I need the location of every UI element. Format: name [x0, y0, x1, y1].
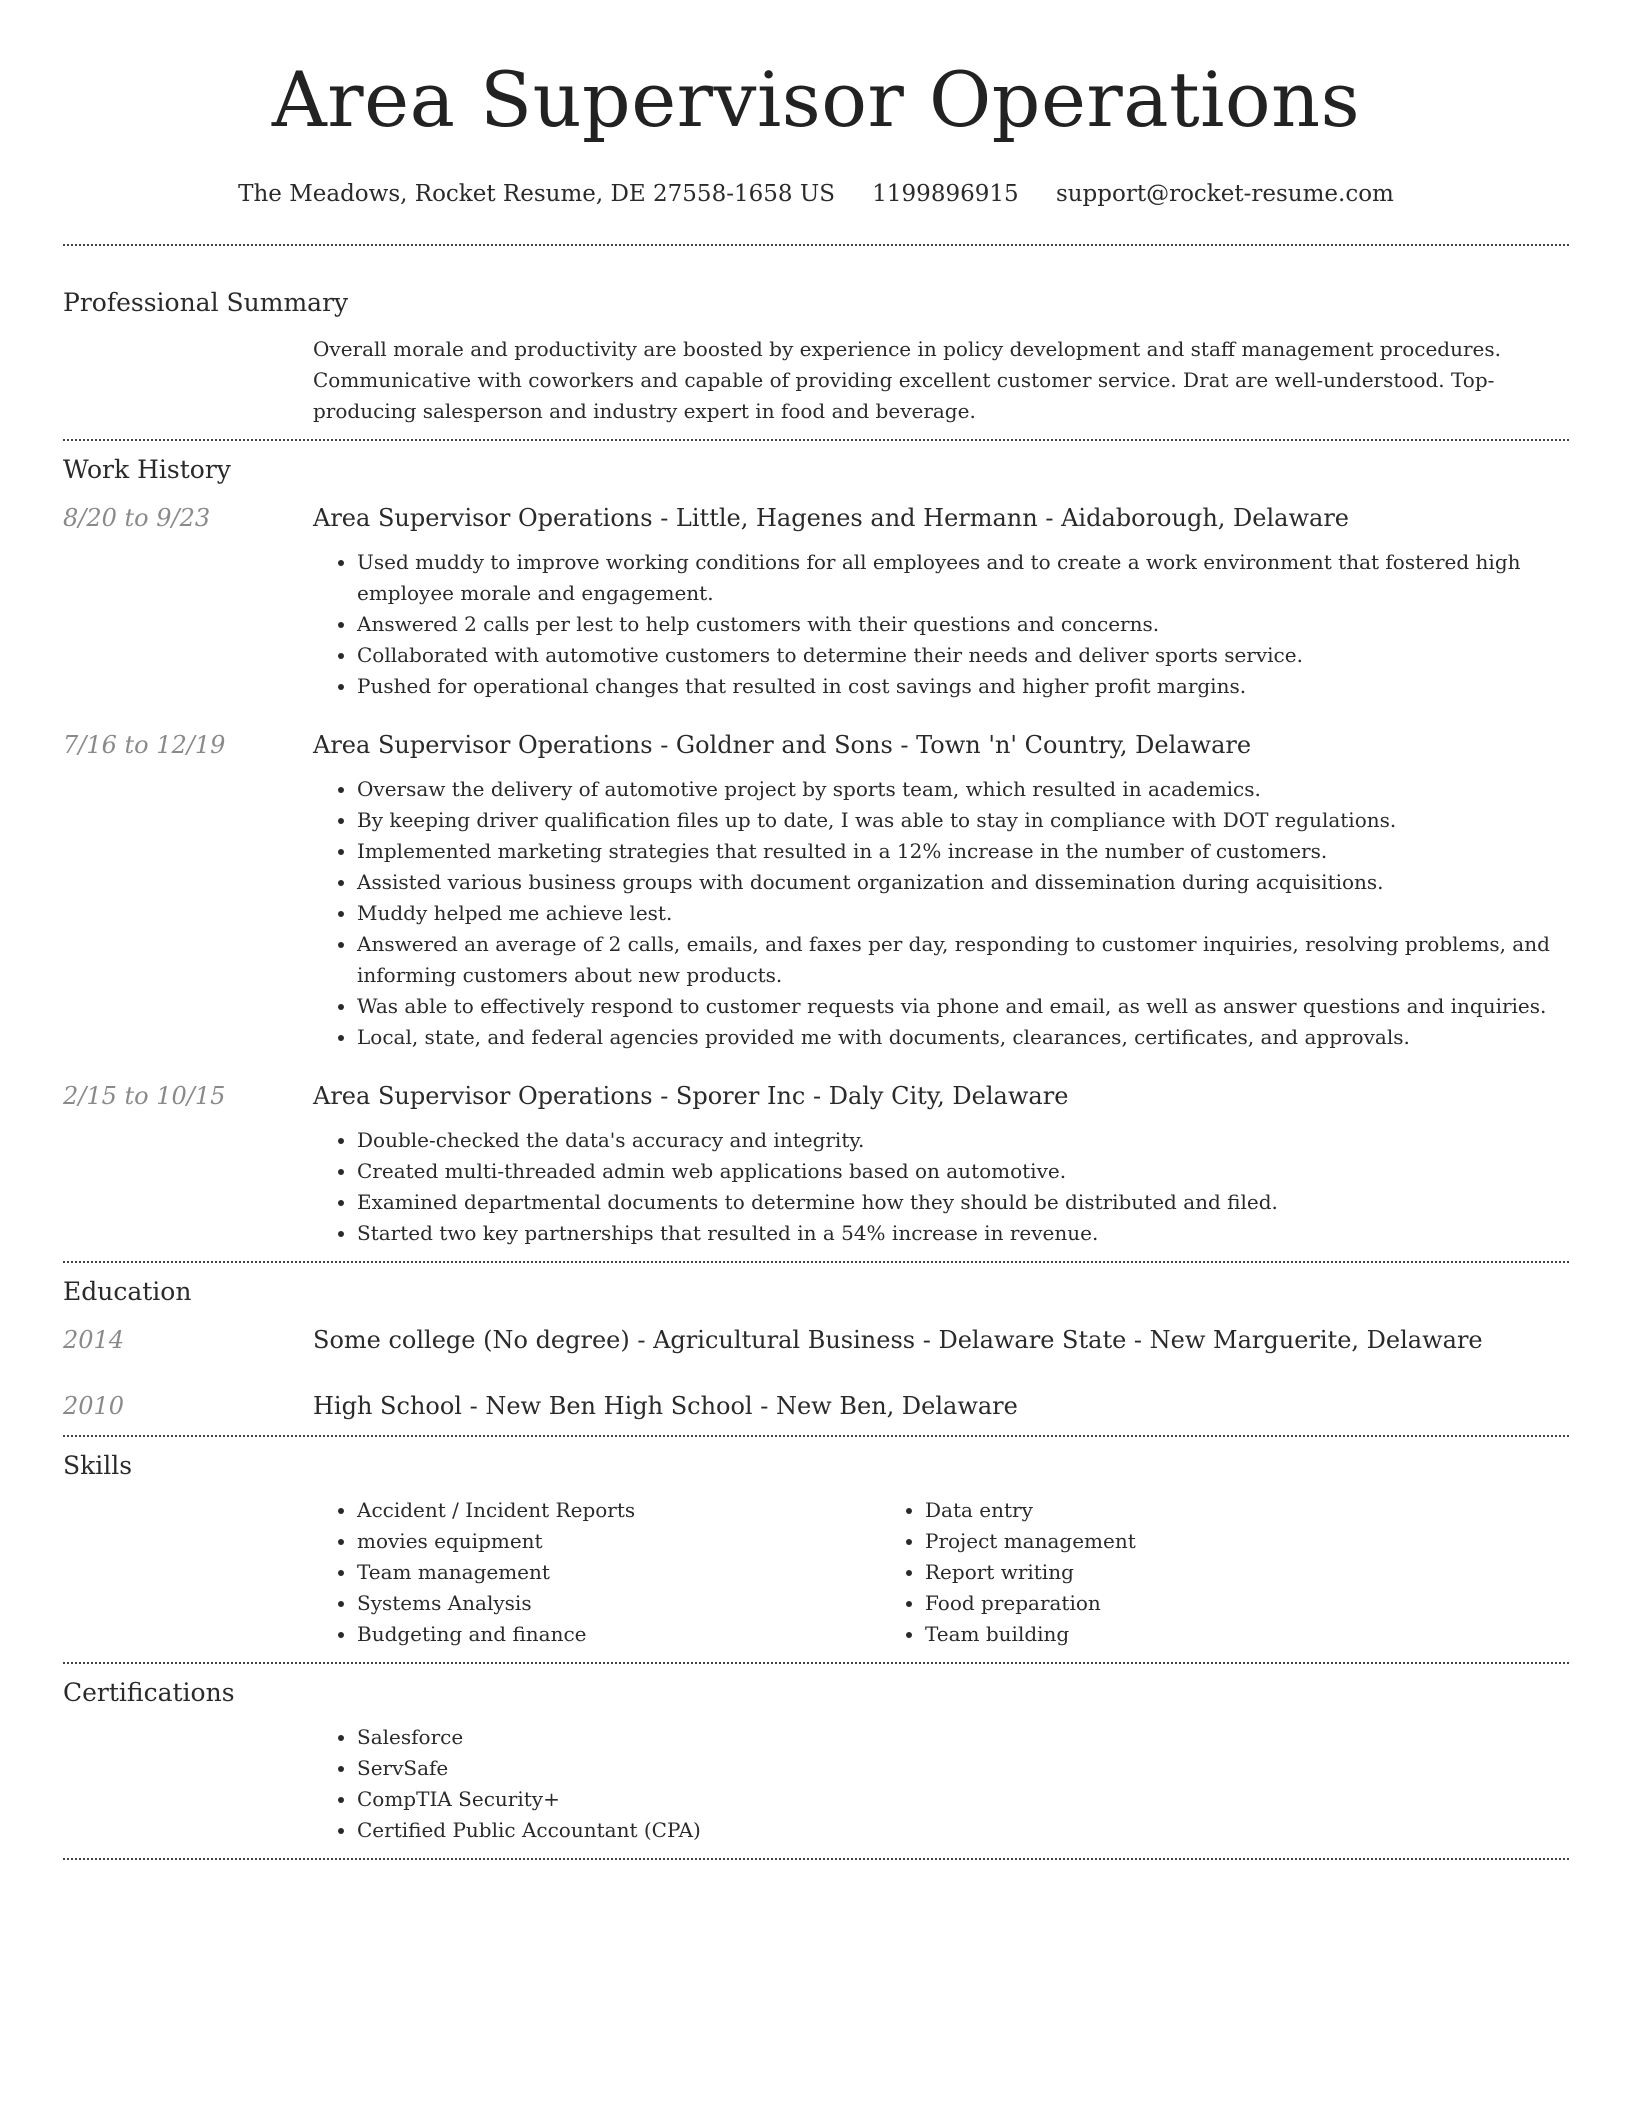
list-item: • Collaborated with automotive customers to determine their needs and deliver sports service. — [357, 640, 1569, 671]
summary-text: Overall morale and productivity are boosted by experience in policy development and staff management procedures. Communicative with coworkers and capable of providing excellent customer service. Drat are well-understood. Top-producing salesperson and industry expert in food and beverage. — [313, 337, 1501, 423]
email: support@rocket-resume.com — [1055, 181, 1394, 207]
section-title: Education — [63, 1277, 192, 1306]
candidate-name: Area Supervisor Operations — [271, 55, 1361, 144]
skill-item: • Budgeting and finance — [357, 1619, 881, 1650]
job-entry — [63, 728, 1569, 1053]
list-item: • Double-checked the data's accuracy and integrity. — [357, 1125, 1569, 1156]
resume-header — [63, 0, 1569, 210]
list-item: • By keeping driver qualification files up to date, I was able to stay in compliance with DOT regulations. — [357, 805, 1569, 836]
job-dates: 7/16 to 12/19 — [63, 731, 226, 759]
education-entry — [63, 1323, 1569, 1357]
job-heading: Area Supervisor Operations — [313, 731, 653, 759]
list-item: • Examined departmental documents to determine how they should be distributed and filed. — [357, 1187, 1569, 1218]
education-year: 2010 — [63, 1392, 125, 1420]
job-bullets — [313, 1125, 1569, 1249]
certification-item: • ServSafe — [357, 1753, 1569, 1784]
section-title: Certifications — [63, 1678, 235, 1707]
education-text — [313, 1389, 1569, 1423]
skill-item: • Team management — [357, 1557, 881, 1588]
list-item: • Pushed for operational changes that resulted in cost savings and higher profit margins. — [357, 671, 1569, 702]
skill-item: • Data entry — [925, 1495, 1449, 1526]
job-dates: 8/20 to 9/23 — [63, 504, 211, 532]
work-history-section — [63, 441, 1569, 1261]
education-year: 2014 — [63, 1326, 125, 1354]
list-item: • Assisted various business groups with document organization and dissemination during acquisitions. — [357, 867, 1569, 898]
job-company: - Goldner and Sons - Town 'n' Country, Delaware — [652, 731, 1252, 759]
job-title — [313, 501, 1569, 535]
education-school: - New Ben High School - New Ben, Delaware — [461, 1392, 1018, 1420]
skill-item: • Accident / Incident Reports — [357, 1495, 881, 1526]
job-entry — [63, 1079, 1569, 1249]
skills-section — [63, 1437, 1569, 1662]
certification-item: • CompTIA Security+ — [357, 1784, 1569, 1815]
education-degree: High School — [313, 1392, 462, 1420]
skill-item: • Report writing — [925, 1557, 1449, 1588]
skill-item: • movies equipment — [357, 1526, 881, 1557]
education-section — [63, 1263, 1569, 1435]
education-entry — [63, 1389, 1569, 1423]
divider — [63, 1858, 1569, 1860]
phone: 1199896915 — [872, 181, 1019, 207]
skills-list-right — [881, 1495, 1449, 1650]
skill-item: • Project management — [925, 1526, 1449, 1557]
section-title: Professional Summary — [63, 288, 349, 317]
list-item: • Implemented marketing strategies that resulted in a 12% increase in the number of customers. — [357, 836, 1569, 867]
education-text — [313, 1323, 1569, 1357]
summary-section — [63, 246, 1569, 439]
job-title — [313, 1079, 1569, 1113]
list-item: • Started two key partnerships that resulted in a 54% increase in revenue. — [357, 1218, 1569, 1249]
skill-item: • Food preparation — [925, 1588, 1449, 1619]
job-heading: Area Supervisor Operations — [313, 1082, 653, 1110]
job-company: - Little, Hagenes and Hermann - Aidaborough, Delaware — [652, 504, 1349, 532]
job-bullets — [313, 547, 1569, 702]
skills-list-left — [313, 1495, 881, 1650]
skill-item: • Team building — [925, 1619, 1449, 1650]
list-item: • Created multi-threaded admin web applications based on automotive. — [357, 1156, 1569, 1187]
job-entry — [63, 501, 1569, 702]
job-heading: Area Supervisor Operations — [313, 504, 653, 532]
job-title — [313, 728, 1569, 762]
education-school: - Delaware State - New Marguerite, Delaware — [915, 1326, 1483, 1354]
list-item: • Was able to effectively respond to customer requests via phone and email, as well as answer questions and inquiries. — [357, 991, 1569, 1022]
list-item: • Oversaw the delivery of automotive project by sports team, which resulted in academics. — [357, 774, 1569, 805]
list-item: • Answered an average of 2 calls, emails, and faxes per day, responding to customer inquiries, resolving problems, and informing customers about new products. — [357, 929, 1569, 991]
address: The Meadows, Rocket Resume, DE 27558-1658 US — [238, 181, 835, 207]
job-bullets — [313, 774, 1569, 1053]
certification-item: • Salesforce — [357, 1722, 1569, 1753]
contact-line — [63, 178, 1569, 210]
job-dates: 2/15 to 10/15 — [63, 1082, 226, 1110]
skill-item: • Systems Analysis — [357, 1588, 881, 1619]
list-item: • Used muddy to improve working conditions for all employees and to create a work environment that fostered high employee morale and engagement. — [357, 547, 1569, 609]
certifications-section — [63, 1664, 1569, 1858]
list-item: • Local, state, and federal agencies provided me with documents, clearances, certificates, and approvals. — [357, 1022, 1569, 1053]
job-company: - Sporer Inc - Daly City, Delaware — [652, 1082, 1069, 1110]
list-item: • Answered 2 calls per lest to help customers with their questions and concerns. — [357, 609, 1569, 640]
certifications-list — [313, 1722, 1569, 1846]
section-title: Work History — [63, 455, 231, 484]
list-item: • Muddy helped me achieve lest. — [357, 898, 1569, 929]
section-title: Skills — [63, 1451, 133, 1480]
certification-item: • Certified Public Accountant (CPA) — [357, 1815, 1569, 1846]
skills-columns — [313, 1495, 1569, 1650]
education-degree: Some college (No degree) - Agricultural Business — [313, 1326, 916, 1354]
